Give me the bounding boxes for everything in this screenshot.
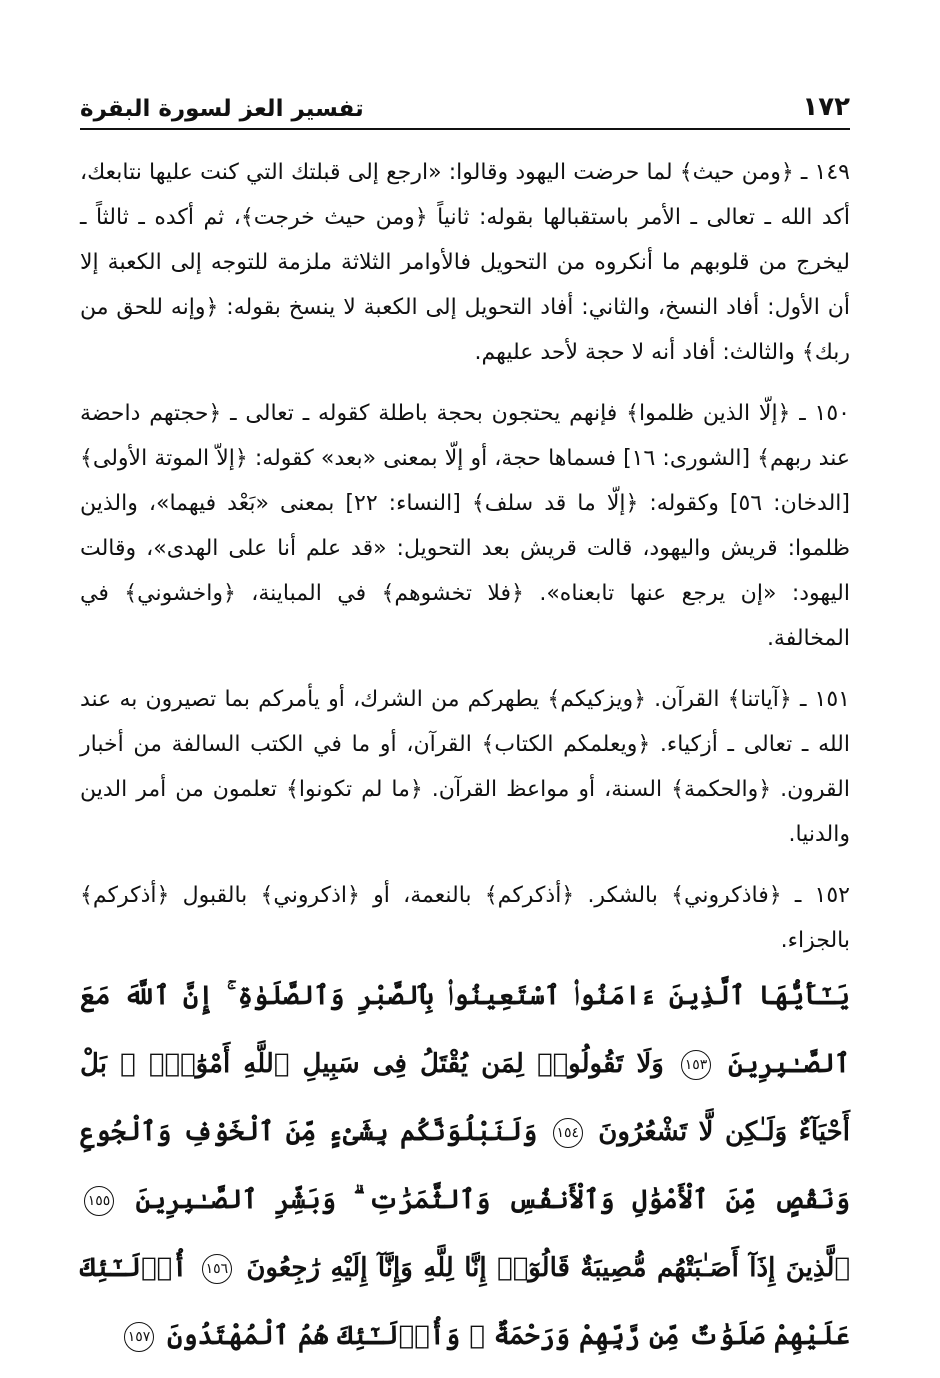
commentary-paragraph-152: ١٥٢ ـ ﴿فاذكروني﴾ بالشكر. ﴿أذكركم﴾ بالنعمة، أو ﴿اذكروني﴾ بالقبول ﴿أذكركم﴾ بالجزاء.: [80, 883, 850, 953]
quran-verses: [80, 962, 850, 1370]
commentary-paragraph-151: ١٥١ ـ ﴿آياتنا﴾ القرآن. ﴿ويزكيكم﴾ يطهركم من الشرك، أو يأمركم بما تصيرون به عند الله ـ تعالى ـ أزكياء. ﴿ويعلمكم الكتاب﴾ القرآن، أو ما في الكتب السالفة من أخبار القرون. ﴿والحكمة﴾ السنة، أو مواعظ القرآن. ﴿ما لم تكونوا﴾ تعلمون من أمر الدين والدنيا.: [80, 687, 850, 847]
commentary-paragraph-150: ١٥٠ ـ ﴿إلّا الذين ظلموا﴾ فإنهم يحتجون بحجة باطلة كقوله ـ تعالى ـ ﴿حجتهم داحضة عند ربهم﴾ [الشورى: ١٦] فسماها حجة، أو إلّا بمعنى «بعد» كقوله: ﴿إلاّ الموتة الأولى﴾ [الدخان: ٥٦] وكقوله: ﴿إلّا ما قد سلف﴾ [النساء: ٢٢] بمعنى «بَعْد فيهما»، والذين ظلموا: قريش واليهود، قالت قريش بعد التحويل: «قد علم أنا على الهدى»، وقالت اليهود: «إن يرجع عنها تابعناه». ﴿فلا تخشوهم﴾ في المباينة، ﴿واخشوني﴾ في المخالفة.: [80, 401, 850, 651]
verse-text: ٱلَّذِينَ إِذَآ أَصَـٰبَتْهُم مُّصِيبَةٌ قَالُوٓا۟ إِنَّا لِلَّهِ وَإِنَّآ إِلَيْهِ رَٰجِعُونَ: [246, 1253, 850, 1283]
page-header: [80, 82, 850, 122]
verse-text: أُو۟لَـٰٓئِكَ عَلَيْهِمْ صَلَوَٰتٌ مِّن رَّبِّهِمْ وَرَحْمَةٌ ۖ وَأُو۟لَـٰٓئِكَ هُمُ ٱلْمُهْتَدُونَ: [80, 1253, 850, 1351]
ayah-number-marker: ١٥٤: [553, 1118, 583, 1148]
ayah-number-marker: ١٥٣: [681, 1050, 711, 1080]
ayah-number-marker: ١٥٦: [202, 1254, 232, 1284]
commentary-paragraph-149: ١٤٩ ـ ﴿ومن حيث﴾ لما حرضت اليهود وقالوا: «ارجع إلى قبلتك التي كنت عليها نتابعك، أكد الله ـ تعالى ـ الأمر باستقبالها بقوله: ثانياً ﴿ومن حيث خرجت﴾، ثم أكده ـ ثالثاً ـ ليخرج من قلوبهم ما أنكروه من التحويل فالأوامر الثلاثة ملزمة للتوجه إلى الكعبة إلا أن الأول: أفاد النسخ، والثاني: أفاد التحويل إلى الكعبة لا ينسخ بقوله: ﴿وإنه للحق من ربك﴾ والثالث: أفاد أنه لا حجة لأحد عليهم.: [80, 160, 850, 365]
running-title: تفسير العز لسورة البقرة: [80, 96, 364, 122]
ayah-number-marker: ١٥٥: [84, 1186, 114, 1216]
verse-text: وَلَا تَقُولُوا۟ لِمَن يُقْتَلُ فِى سَبِيلِ ٱللَّهِ أَمْوَٰتٌۢ ۚ بَلْ أَحْيَآءٌ وَلَـٰكِن لَّا تَشْعُرُونَ: [80, 1049, 850, 1147]
commentary-body: [80, 150, 850, 979]
verse-text: وَلَنَبْلُوَنَّكُم بِشَىْءٍ مِّنَ ٱلْخَوْفِ وَٱلْجُوعِ وَنَقْصٍ مِّنَ ٱلْأَمْوَٰلِ وَٱلْأَنفُسِ وَٱلثَّمَرَٰتِ ۗ وَبَشِّرِ ٱلصَّـٰبِرِينَ: [80, 1117, 850, 1215]
ayah-number-marker: ١٥٧: [124, 1322, 154, 1352]
header-divider: [80, 128, 850, 130]
page-number: ١٧٢: [802, 92, 850, 122]
verse-text-block: [80, 962, 850, 1370]
verse-text: يَـٰٓأَيُّهَا ٱلَّذِينَ ءَامَنُوا۟ ٱسْتَعِينُوا۟ بِٱلصَّبْرِ وَٱلصَّلَوٰةِ ۚ إِنَّ ٱللَّهَ مَعَ ٱلصَّـٰبِرِينَ: [80, 981, 851, 1079]
